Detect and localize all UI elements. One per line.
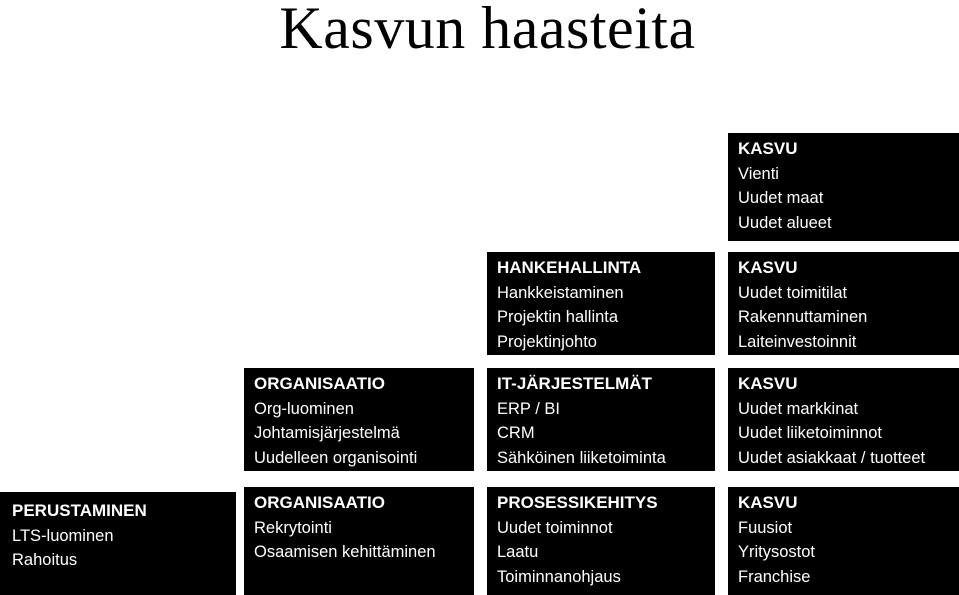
box-kasvu-1 [728, 133, 959, 241]
box-heading: HANKEHALLINTA [497, 258, 642, 277]
box-heading: ORGANISAATIO [254, 374, 385, 393]
box-line: Sähköinen liiketoiminta [497, 448, 666, 467]
box-line: Osaamisen kehittäminen [254, 543, 436, 561]
box-perustaminen [0, 492, 236, 595]
box-line: Fuusiot [738, 518, 793, 537]
box-line: Toiminnanohjaus [497, 567, 621, 586]
box-kasvu-2 [728, 252, 959, 355]
box-line: Vienti [738, 164, 779, 183]
box-heading: KASVU [738, 374, 798, 393]
box-line: Rekrytointi [254, 518, 332, 537]
box-line: Uudet liiketoiminnot [738, 424, 882, 442]
box-it-jarjestelmat [487, 368, 715, 471]
box-line: Projektin hallinta [497, 308, 619, 326]
box-line: Uudet alueet [738, 213, 832, 232]
box-line: Uudet maat [738, 189, 824, 207]
box-heading: PROSESSIKEHITYS [497, 493, 658, 512]
box-line: ERP / BI [497, 399, 560, 418]
box-line: Hankkeistaminen [497, 283, 624, 302]
box-line: Uudet toimitilat [738, 283, 848, 302]
box-kasvu-4 [728, 487, 959, 595]
box-line: Franchise [738, 567, 811, 586]
box-line: Uudet toiminnot [497, 518, 613, 537]
box-line: Uudelleen organisointi [254, 448, 418, 467]
box-line: Rakennuttaminen [738, 308, 868, 326]
box-line: Org-luominen [254, 399, 354, 418]
box-organisaatio-2 [244, 487, 474, 595]
box-hankehallinta [487, 252, 715, 355]
box-line: CRM [497, 424, 535, 442]
box-line: Uudet asiakkaat / tuotteet [738, 448, 926, 467]
box-kasvu-3 [728, 368, 959, 471]
box-line: LTS-luominen [12, 526, 114, 545]
box-heading: KASVU [738, 139, 798, 158]
box-heading: ORGANISAATIO [254, 493, 385, 512]
box-heading: KASVU [738, 258, 798, 277]
box-line: Yritysostot [738, 543, 816, 561]
box-line: Johtamisjärjestelmä [254, 424, 400, 442]
page-title: Kasvun haasteita [279, 0, 696, 61]
box-line: Uudet markkinat [738, 399, 859, 418]
box-organisaatio-1 [244, 368, 474, 471]
box-line: Projektinjohto [497, 332, 597, 351]
box-heading: KASVU [738, 493, 798, 512]
box-line: Laatu [497, 543, 539, 561]
box-line: Laiteinvestoinnit [738, 332, 857, 351]
box-heading: IT-JÄRJESTELMÄT [497, 374, 652, 393]
box-prosessikehitys [487, 487, 715, 595]
box-heading: PERUSTAMINEN [12, 501, 147, 520]
box-line: Rahoitus [12, 551, 78, 569]
